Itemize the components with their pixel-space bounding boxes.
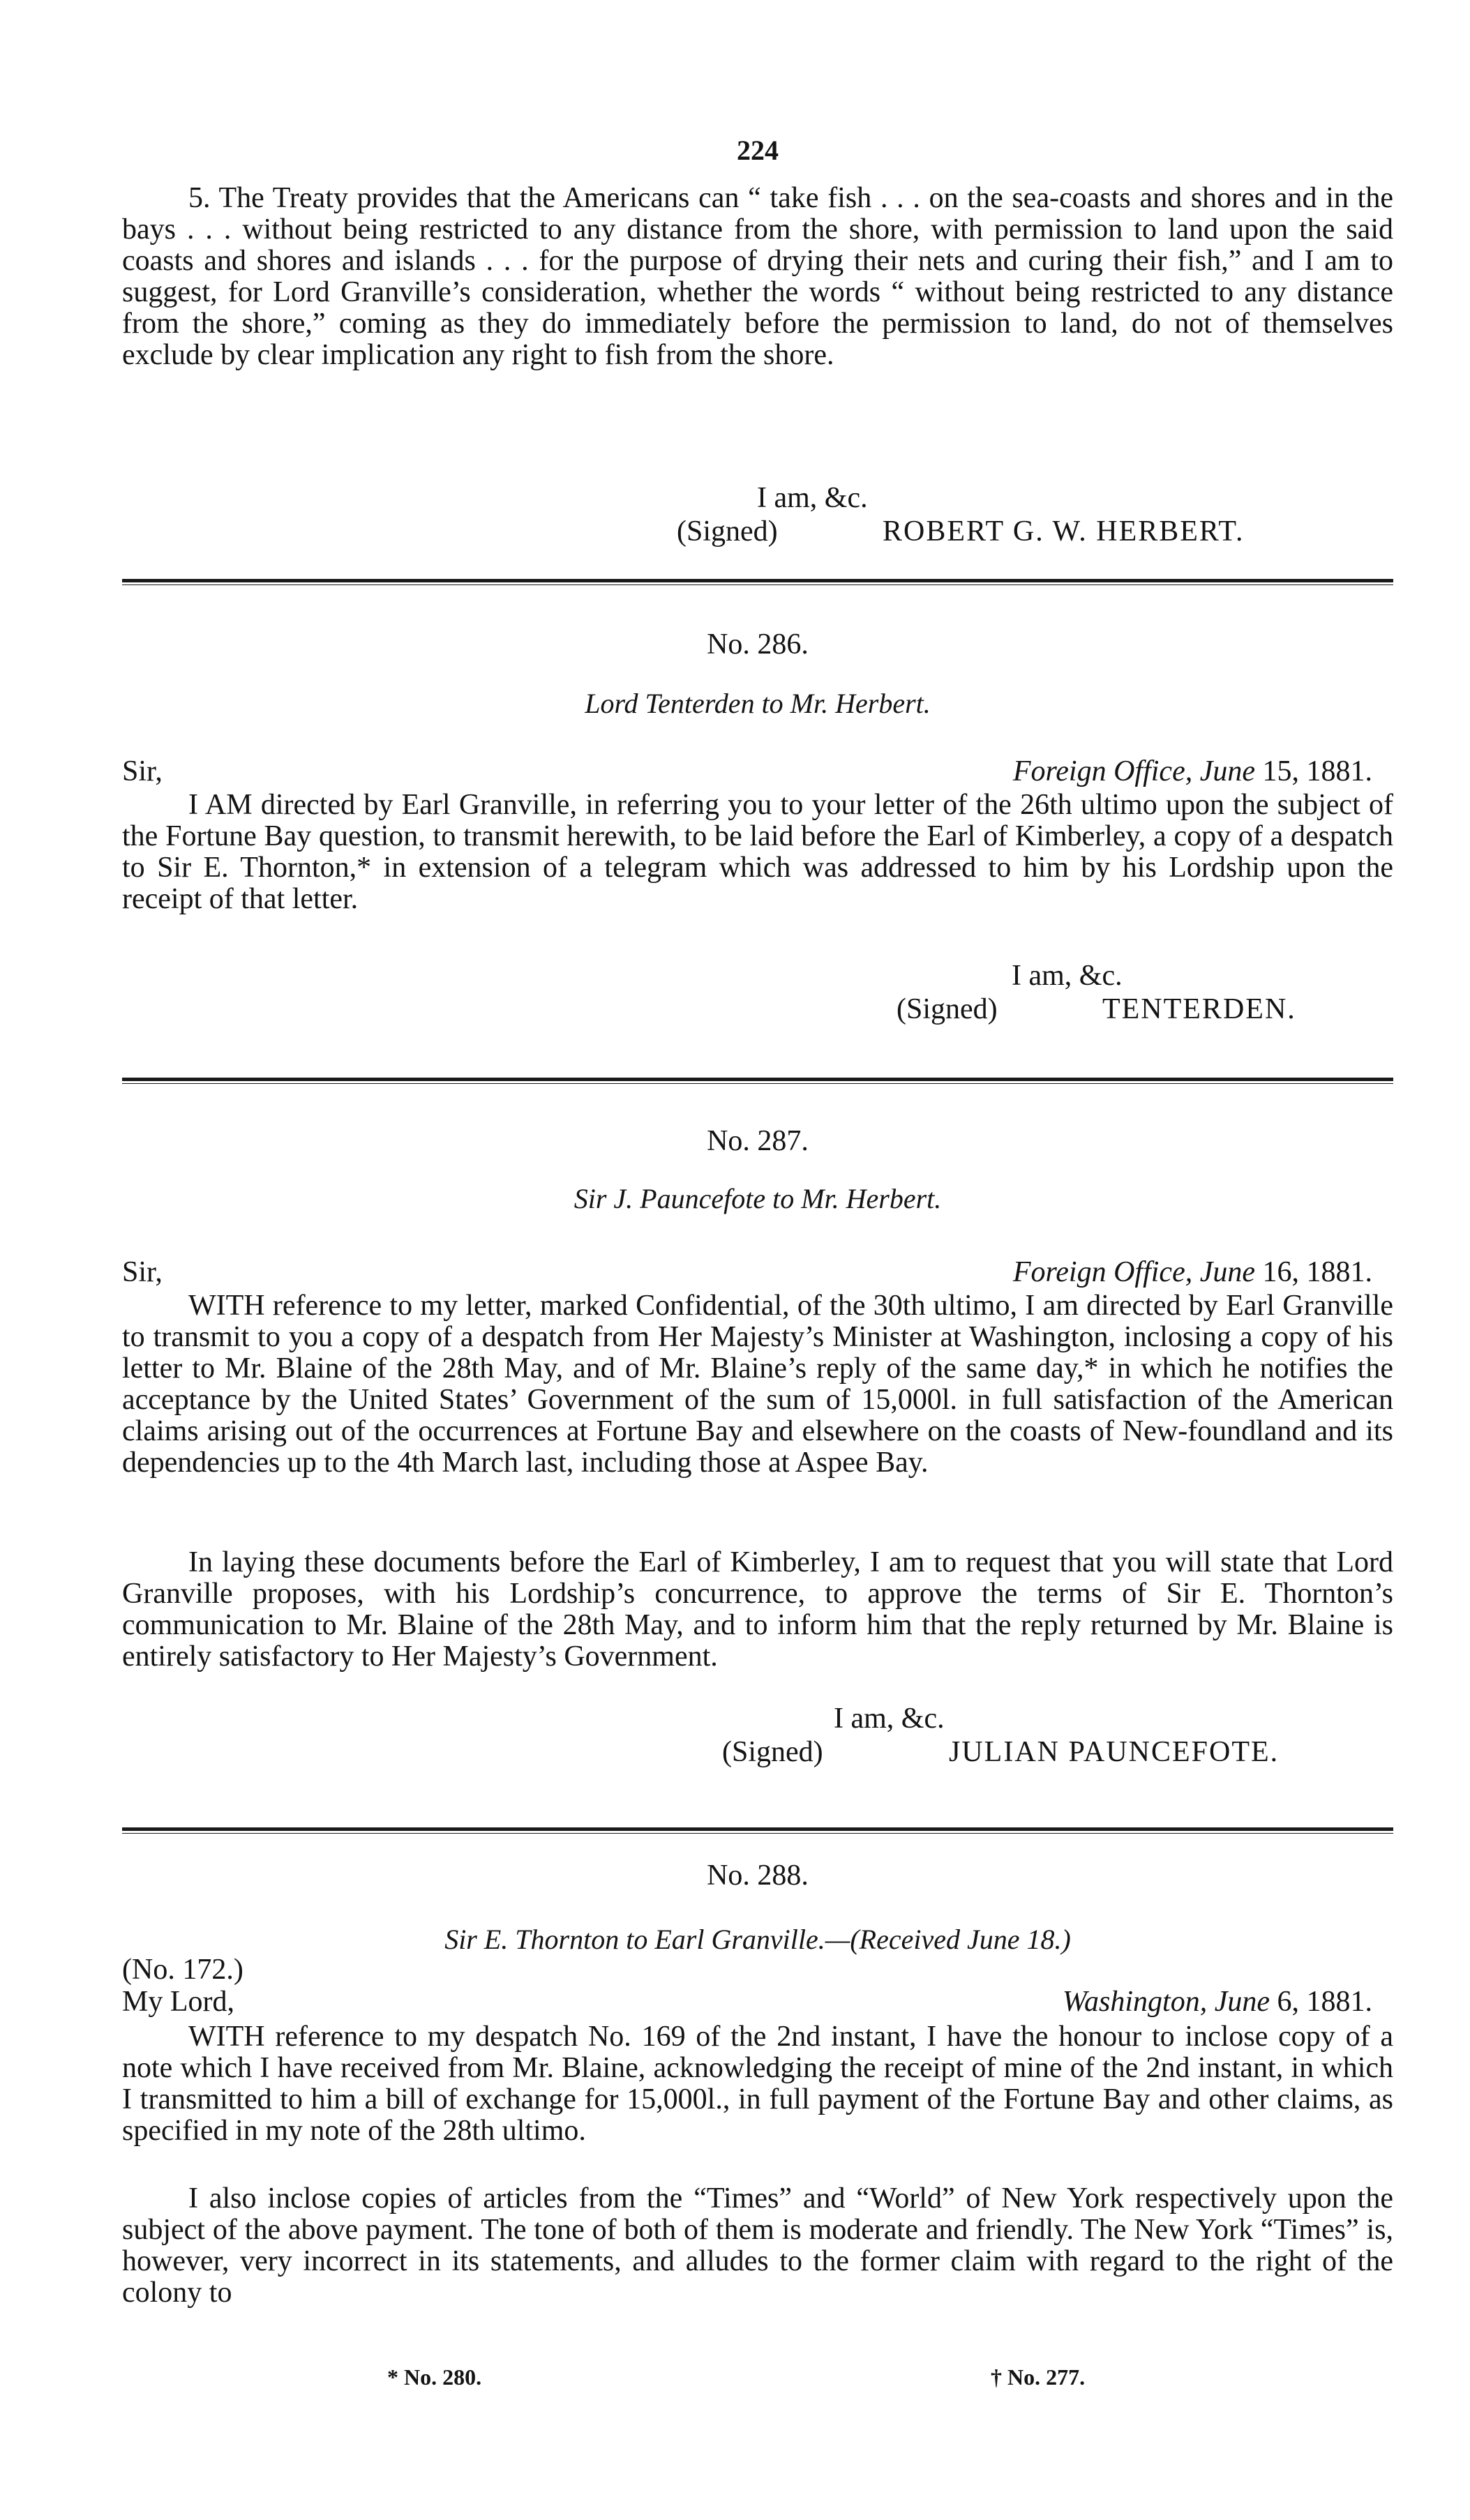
signed-label: (Signed) <box>722 1736 823 1768</box>
footnote: † No. 277. <box>991 2364 1086 2390</box>
signed-label: (Signed) <box>677 515 778 548</box>
no287-body-2 <box>122 1547 1393 1673</box>
document-heading: Lord Tenterden to Mr. Herbert. <box>585 688 931 719</box>
letter-paragraph: WITH reference to my letter, marked Confidential, of the 30th ultimo, I am directed by Earl Granville to transmit to you a copy of a despatch from Her Majesty’s Minister at Washington, inclosing a copy of his letter to Mr. Blaine of the 28th May, and of Mr. Blaine’s reply of the same day,* in which he notifies the acceptance by the United States’ Government of the sum of 15,000l. in full satisfaction of the American claims arising out of the occurrences at Fortune Bay and elsewhere on the coasts of New-foundland and its dependencies up to the 4th March last, including those at Aspee Bay. <box>122 1290 1393 1479</box>
signature: ROBERT G. W. HERBERT. <box>883 515 1245 548</box>
page-number: 224 <box>737 135 779 166</box>
closing-text: I am, &c. <box>834 1703 945 1735</box>
dateline-place: Washington, June <box>1062 1986 1270 2018</box>
salutation: Sir, <box>122 1256 163 1288</box>
no286-dateline <box>122 755 1393 788</box>
salutation: My Lord, <box>122 1986 234 2018</box>
intro-paragraph: 5. The Treaty provides that the Americans can “ take fish . . . on the sea-coasts and shores and in the bays . . . without being restricted to any distance from the shore, with permission to land upon the said coasts and shores and islands . . . for the purpose of drying their nets and curing their fish,” and I am to suggest, for Lord Granville’s consideration, whether the words “ without being restricted to any distance from the shore,” coming as they do immediately before the permission to land, do not of themselves exclude by clear implication any right to fish from the shore. <box>122 182 1393 371</box>
salutation: Sir, <box>122 755 163 787</box>
dateline-place: Foreign Office, June <box>1012 755 1255 787</box>
intro-section <box>122 183 1393 371</box>
signature: JULIAN PAUNCEFOTE. <box>949 1736 1280 1768</box>
dateline <box>1013 1255 1372 1289</box>
no288-dateline <box>122 1985 1393 2019</box>
document-page <box>122 0 1393 2520</box>
document-number: No. 286. <box>707 628 809 661</box>
footnote: * No. 280. <box>387 2364 482 2390</box>
document-heading: Sir J. Pauncefote to Mr. Herbert. <box>573 1183 942 1214</box>
dateline-date: 6, 1881. <box>1270 1986 1372 2018</box>
dateline <box>1013 755 1372 788</box>
closing-text: I am, &c. <box>757 482 868 514</box>
no286-body <box>122 790 1393 915</box>
document-number: No. 287. <box>707 1125 809 1157</box>
no287-body <box>122 1290 1393 1479</box>
no287-closing <box>122 1702 1393 1769</box>
no287-dateline <box>122 1255 1393 1289</box>
section-divider <box>122 579 1393 582</box>
letter-paragraph: WITH reference to my despatch No. 169 of the 2nd instant, I have the honour to inclose copy of a note which I have received from Mr. Blaine, acknowledging the receipt of mine of the 2nd instant, in which I transmitted to him a bill of exchange for 15,000l., in full payment of the Fortune Bay and other claims, as specified in my note of the 28th ultimo. <box>122 2021 1393 2147</box>
dateline-place: Foreign Office, June <box>1012 1256 1255 1288</box>
letter-paragraph: I AM directed by Earl Granville, in referring you to your letter of the 26th ultimo upon the subject of the Fortune Bay question, to transmit herewith, to be laid before the Earl of Kimberley, a copy of a despatch to Sir E. Thornton,* in extension of a telegram which was addressed to him by his Lordship upon the receipt of that letter. <box>122 789 1393 915</box>
dateline-date: 15, 1881. <box>1255 755 1372 787</box>
letter-paragraph: I also inclose copies of articles from the “Times” and “World” of New York respectively upon the subject of the above payment. The tone of both of them is moderate and friendly. The New York “Times” is, however, very incorrect in its statements, and alludes to the former claim with regard to the right of the colony to <box>122 2182 1393 2309</box>
section-divider <box>122 1827 1393 1831</box>
dateline <box>1063 1985 1372 2019</box>
document-heading: Sir E. Thornton to Earl Granville.—(Received June 18.) <box>444 1924 1071 1955</box>
dateline-date: 16, 1881. <box>1255 1256 1372 1288</box>
document-number: No. 288. <box>707 1859 809 1892</box>
no288-body-2 <box>122 2183 1393 2309</box>
despatch-reference: (No. 172.) <box>122 1954 243 1986</box>
no288-body <box>122 2021 1393 2147</box>
letter-paragraph: In laying these documents before the Earl of Kimberley, I am to request that you will state that Lord Granville proposes, with his Lordship’s concurrence, to approve the terms of Sir E. Thornton’s communication to Mr. Blaine of the 28th May, and to inform him that the reply returned by Mr. Blaine is entirely satisfactory to Her Majesty’s Government. <box>122 1546 1393 1673</box>
closing-text: I am, &c. <box>1012 960 1123 992</box>
signature: TENTERDEN. <box>1102 993 1296 1025</box>
intro-closing <box>122 481 1393 548</box>
signed-label: (Signed) <box>897 993 998 1025</box>
no286-closing <box>122 959 1393 1026</box>
section-divider <box>122 1078 1393 1081</box>
